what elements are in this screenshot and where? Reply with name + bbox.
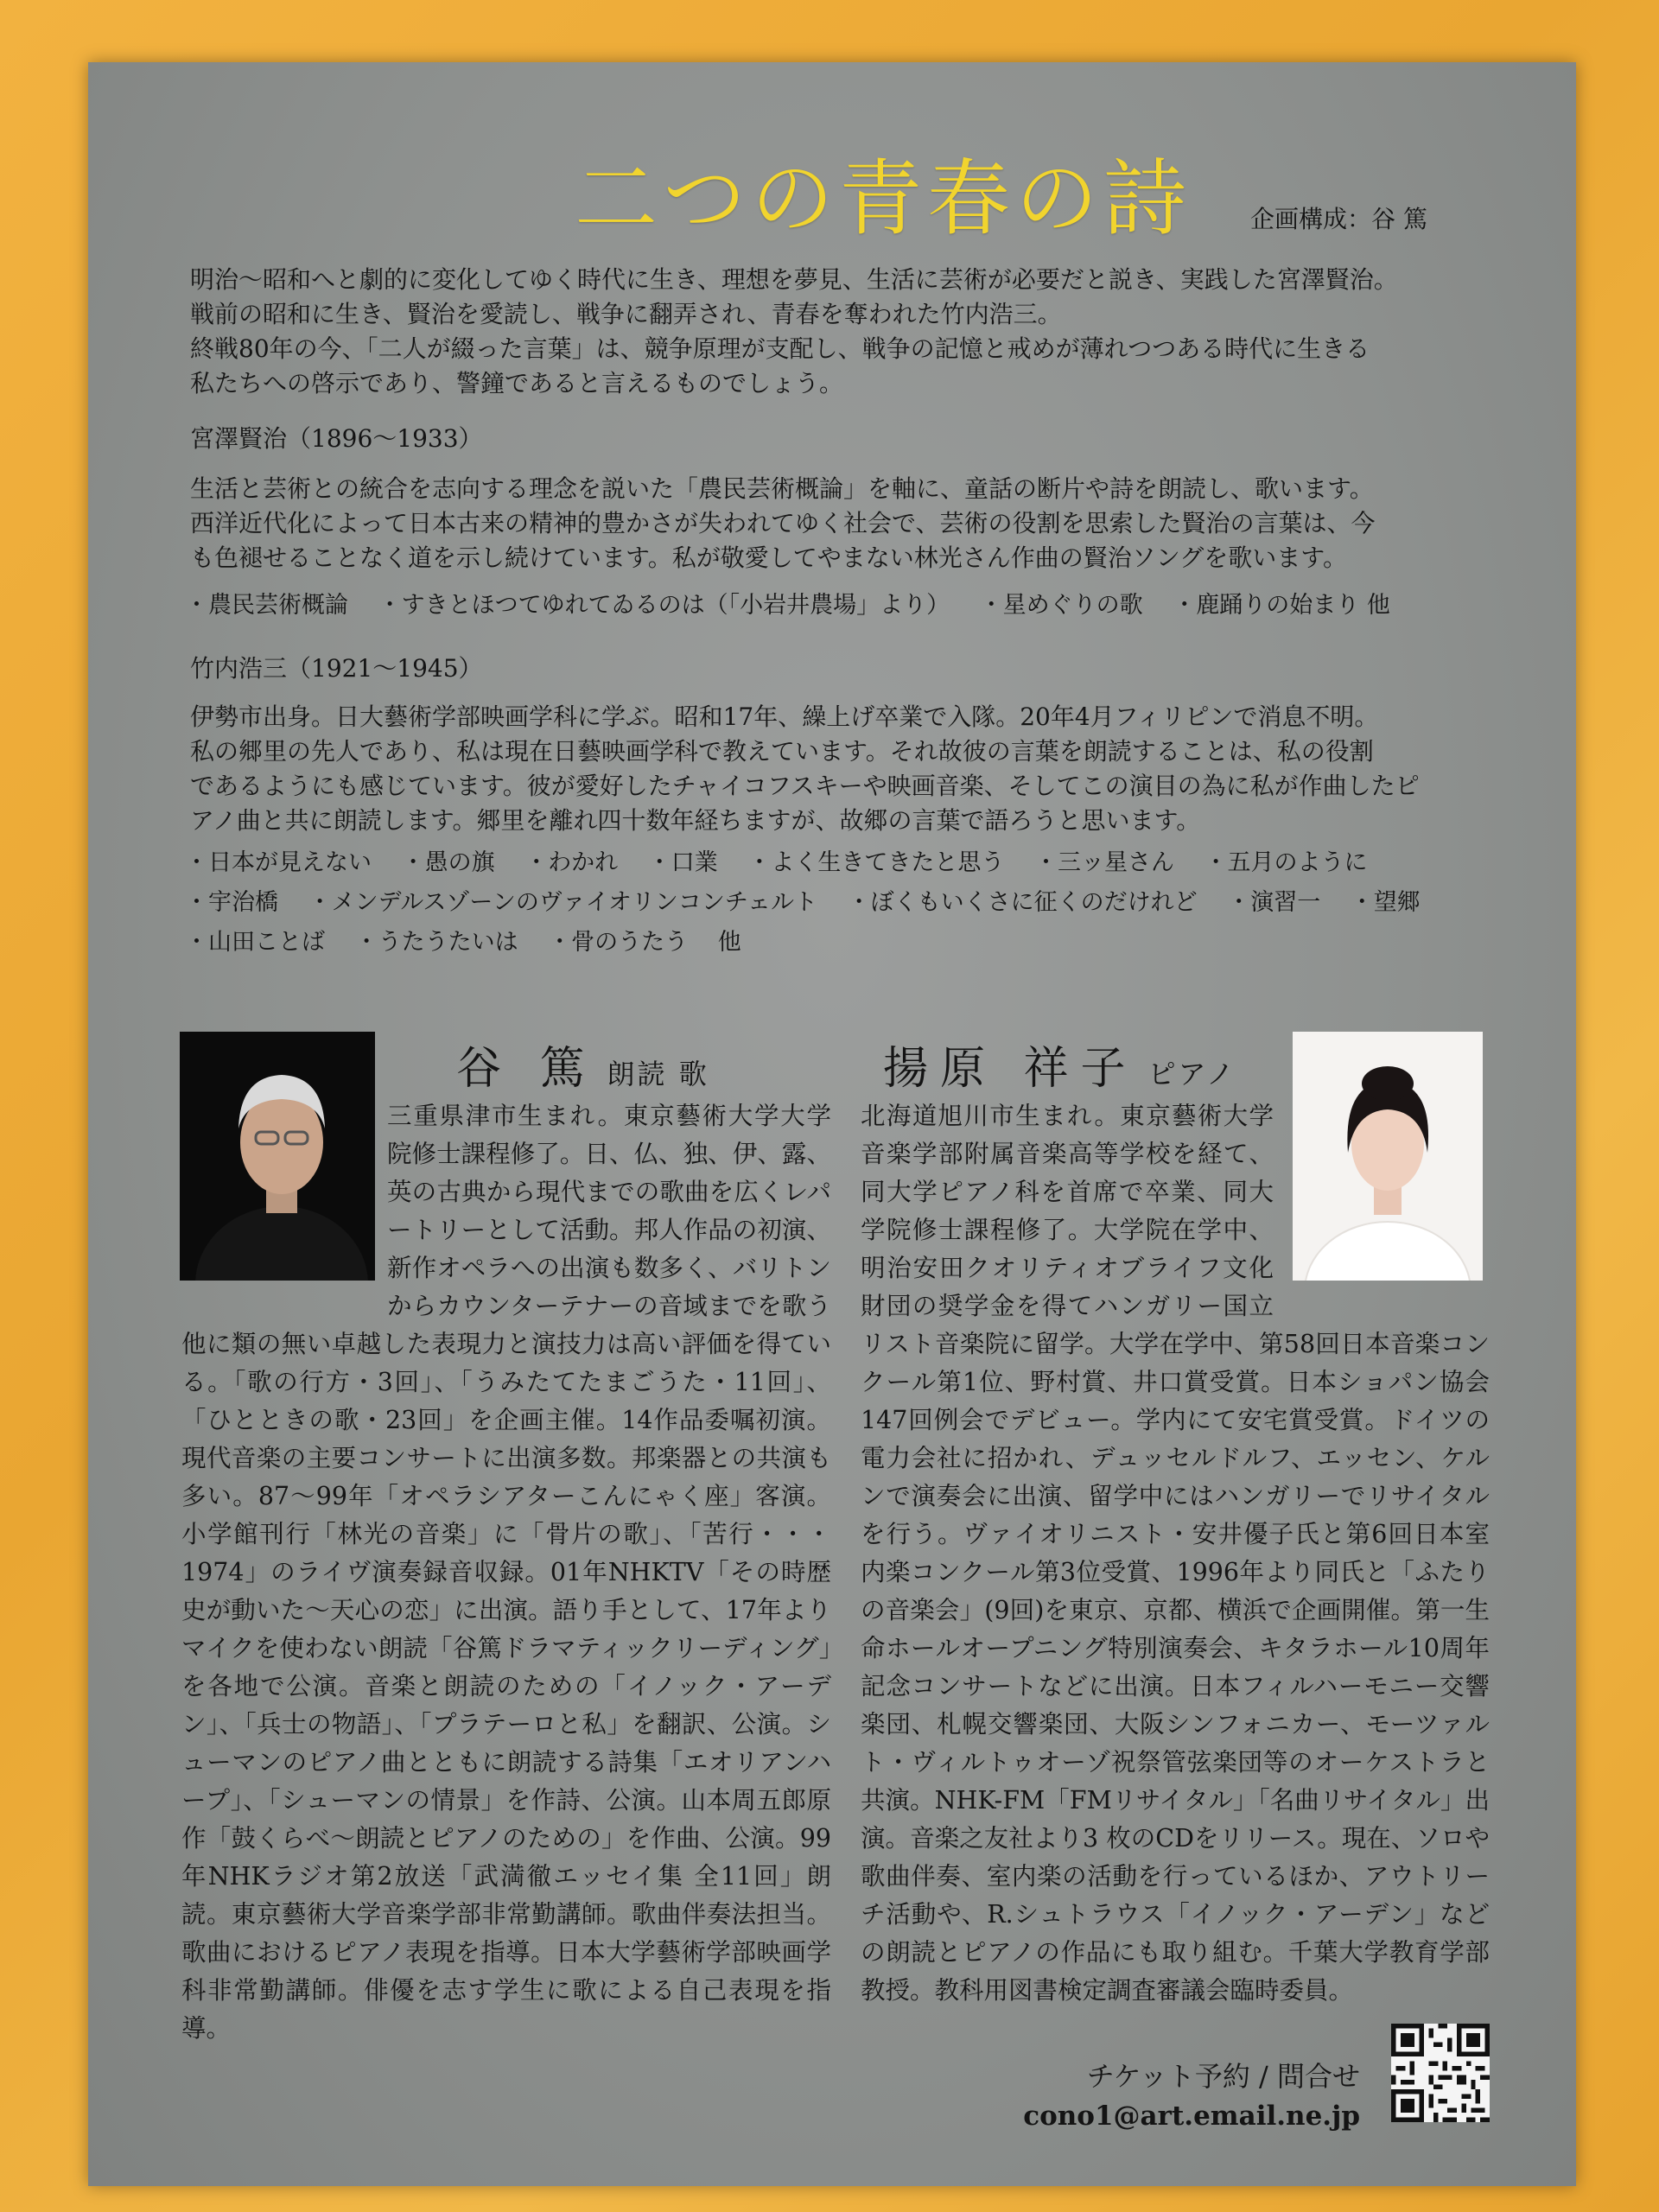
work-item: 他 — [717, 929, 741, 956]
performer1-name-block — [456, 1032, 709, 1096]
work-item: ・わかれ — [524, 849, 619, 876]
performer1-role: 朗読 歌 — [607, 1058, 709, 1090]
kenji-heading: 宮澤賢治（1896〜1933） — [190, 424, 483, 453]
intro-line: 明治〜昭和へと劇的に変化してゆく時代に生き、理想を夢見、生活に芸術が必要だと説き、実践した宮澤賢治。 — [190, 265, 1398, 294]
kenji-line: も色褪せることなく道を示し続けています。私が敬愛してやまない林光さん作曲の賢治ソングを歌います。 — [190, 543, 1347, 572]
kozo-line: であるようにも感じています。彼が愛好したチャイコフスキーや映画音楽、そしてこの演目の為に私が作曲したピ — [190, 772, 1420, 800]
work-item: ・メンデルスゾーンのヴァイオリンコンチェルト — [308, 889, 818, 916]
work-item: ・鹿踊りの始まり 他 — [1173, 592, 1390, 619]
work-item: ・骨のうたう — [548, 929, 689, 956]
work-item: ・宇治橋 — [185, 889, 278, 916]
intro-line: 私たちへの啓示であり、警鐘であると言えるものでしょう。 — [190, 369, 844, 397]
kozo-line: 私の郷里の先人であり、私は現在日藝映画学科で教えています。それ故彼の言葉を朗読することは、私の役割 — [190, 737, 1374, 766]
kozo-works-row-2 — [185, 883, 1443, 923]
work-item: ・農民芸術概論 — [185, 592, 348, 619]
work-item: ・三ッ星さん — [1033, 849, 1174, 876]
performer2-role: ピアノ — [1147, 1058, 1236, 1090]
performer2-name-block — [883, 1032, 1236, 1096]
performer2-bio: 北海道旭川市生まれ。東京藝術大学音楽学部附属音楽高等学校を経て、同大学ピアノ科を首席で卒業、同大学院修士課程修了。大学院在学中、明治安田クオリティオブライフ文化財団の奨学金を得てハンガリー国立リスト音楽院に留学。大学在学中、第58回日本音楽コンクール第1位、野村賞、井口賞受賞。日本ショパン協会147回例会でデビュー。学内にて安宅賞受賞。ドイツの電力会社に招かれ、デュッセルドルフ、エッセン、ケルンで演奏会に出演、留学中にはハンガリーでリサイタルを行う。ヴァイオリニスト・安井優子氏と第6回日本室内楽コンクール第3位受賞、1996年より同氏と「ふたりの音楽会」(9回)を東京、京都、横浜で企画開催。第一生命ホールオープニング特別演奏会、キタラホール10周年記念コンサートなどに出演。日本フィルハーモニー交響楽団、札幌交響楽団、大阪シンフォニカー、モーツァルト・ヴィルトゥオーゾ祝祭管弦楽団等のオーケストラと共演。NHK-FM「FMリサイタル」「名曲リサイタル」出演。音楽之友社より3 枚のCDをリリース。現在、ソロや歌曲伴奏、室内楽の活動を行っているほか、アウトリーチ活動や、R.シュトラウス「イノック・アーデン」などの朗読とピアノの作品にも取り組む。千葉大学教育学部教授。教科用図書検定調査審議会臨時委員。 — [861, 1102, 1491, 2005]
performer2-bio-block — [861, 1097, 1490, 2010]
work-item: ・山田ことば — [185, 929, 325, 956]
ticket-label: チケット予約 / 問合せ — [1086, 2060, 1360, 2093]
work-item: ・よく生きてきたと思う — [747, 849, 1005, 876]
flyer-title: 二つの青春の詩 — [575, 150, 1192, 247]
kenji-works-list — [185, 586, 1413, 626]
intro-line: 戦前の昭和に生き、賢治を愛読し、戦争に翻弄され、青春を奪われた竹内浩三。 — [190, 300, 1062, 328]
work-item: ・演習一 — [1227, 889, 1321, 916]
work-item: ・ぼくもいくさに征くのだけれど — [847, 889, 1198, 916]
kozo-line: アノ曲と共に朗読します。郷里を離れ四十数年経ちますが、故郷の言葉で語ろうと思います。 — [190, 806, 1201, 835]
work-item: ・日本が見えない — [185, 849, 372, 876]
performer2-name: 揚原 祥子 — [883, 1043, 1138, 1095]
work-item: ・口業 — [647, 849, 718, 876]
planning-credit: 企画構成：谷 篤 — [1250, 205, 1427, 233]
intro-line: 終戦80年の今、「二人が綴った言葉」は、競争原理が支配し、戦争の記憶と戒めが薄れつつある時代に生きる — [190, 334, 1370, 363]
kenji-line: 生活と芸術との統合を志向する理念を説いた「農民芸術概論」を軸に、童話の断片や詩を朗読し、歌います。 — [190, 474, 1374, 503]
kozo-works-row-1 — [185, 843, 1390, 883]
qr-code-icon[interactable] — [1391, 2024, 1490, 2122]
contact-email[interactable]: cono1@art.email.ne.jp — [1023, 2101, 1360, 2132]
contact-block — [1023, 2056, 1360, 2136]
work-item: ・愚の旗 — [401, 849, 495, 876]
kozo-line: 伊勢市出身。日大藝術学部映画学科に学ぶ。昭和17年、繰上げ卒業で入隊。20年4月フィリピンで消息不明。 — [190, 702, 1379, 731]
performer1-name: 谷 篤 — [456, 1043, 597, 1095]
kozo-works-row-3 — [185, 923, 764, 963]
kozo-heading: 竹内浩三（1921〜1945） — [190, 654, 483, 683]
work-item: ・五月のように — [1204, 849, 1368, 876]
work-item: ・すきとほつてゆれてゐるのは（「小岩井農場」より） — [378, 592, 950, 619]
kenji-description — [190, 472, 1503, 575]
work-item: ・望郷 — [1350, 889, 1421, 916]
kenji-line: 西洋近代化によって日本古来の精神的豊かさが失われてゆく社会で、芸術の役割を思索した賢治の言葉は、今 — [190, 509, 1376, 537]
performer1-bio-block — [181, 1097, 831, 2048]
work-item: ・星めぐりの歌 — [979, 592, 1143, 619]
intro-paragraph — [190, 263, 1503, 401]
kozo-description — [190, 700, 1503, 838]
flyer-sheet — [88, 62, 1576, 2186]
work-item: ・うたうたいは — [354, 929, 518, 956]
performer1-bio: 三重県津市生まれ。東京藝術大学大学院修士課程修了。日、仏、独、伊、露、英の古典から現代までの歌曲を広くレパートリーとして活動。邦人作品の初演、新作オペラへの出演も数多く、バリトンからカウンターテナーの音域までを歌う他に類の無い卓越した表現力と演技力は高い評価を得ている。「歌の行方・3回」、「うみたてたまごうた・11回」、「ひとときの歌・23回」を企画主催。14作品委嘱初演。現代音楽の主要コンサートに出演多数。邦楽器との共演も多い。87〜99年「オペラシアターこんにゃく座」客演。小学館刊行「林光の音楽」に「骨片の歌」、「苦行・・・1974」のライヴ演奏録音収録。01年NHKTV「その時歴史が動いた〜天心の恋」に出演。語り手として、17年よりマイクを使わない朗読「谷篤ドラマティックリーディング」を各地で公演。音楽と朗読のための「イノック・アーデン」、「兵士の物語」、「プラテーロと私」を翻訳、公演。シューマンのピアノ曲とともに朗読する詩集「エオリアンハープ」、「シューマンの情景」を作詩、公演。山本周五郎原作「鼓くらべ〜朗読とピアノのための」を作曲、公演。99年NHKラジオ第2放送「武満徹エッセイ集 全11回」朗読。東京藝術大学音楽学部非常勤講師。歌曲伴奏法担当。歌曲におけるピアノ表現を指導。日本大学藝術学部映画学科非常勤講師。俳優を志す学生に歌による自己表現を指導。 — [181, 1102, 831, 2043]
